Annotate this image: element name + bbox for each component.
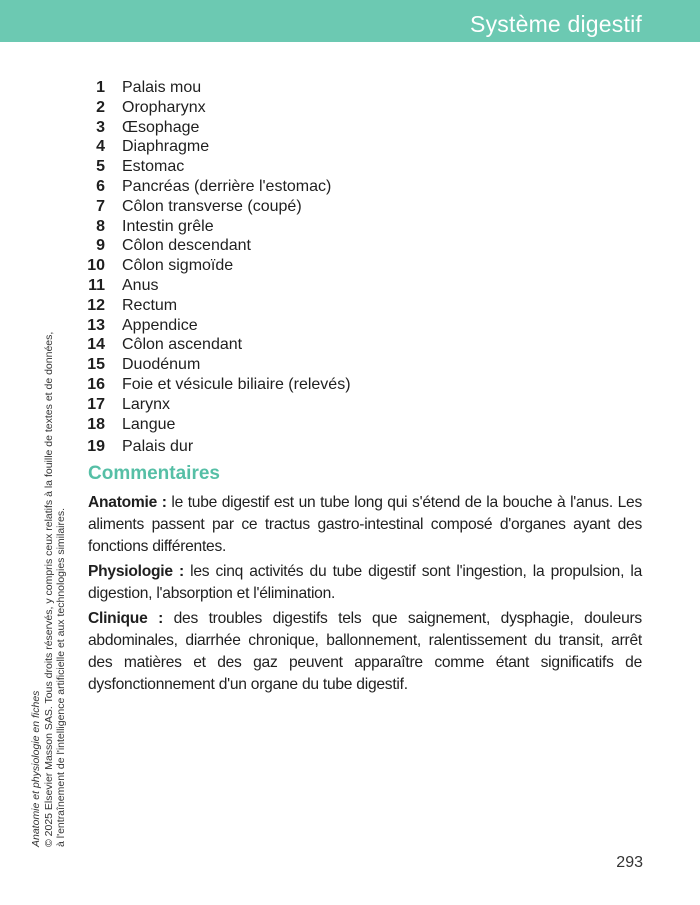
legend-number: 19 [87, 437, 105, 455]
legend-label: Œsophage [122, 118, 200, 136]
legend-label: Foie et vésicule biliaire (relevés) [122, 375, 351, 393]
physiologie-label: Physiologie : [88, 563, 184, 580]
legend-label: Pancréas (derrière l'estomac) [122, 177, 332, 195]
clinique-paragraph [88, 608, 642, 696]
legend-label: Côlon ascendant [122, 336, 243, 354]
legend-label: Côlon descendant [122, 237, 251, 255]
legend-number: 4 [96, 138, 105, 156]
legend-item [84, 415, 351, 435]
physiologie-text: les cinq activités du tube digestif sont l'ingestion, la propulsion, la digestion, l'absorption et l'élimination. [88, 563, 642, 602]
legend-item [84, 98, 351, 118]
legend-list [84, 78, 351, 457]
legend-label: Estomac [122, 158, 185, 176]
legend-item [84, 276, 351, 296]
legend-number: 1 [96, 79, 105, 96]
legend-number: 14 [87, 336, 105, 354]
legend-number: 7 [96, 197, 105, 215]
legend-label: Palais mou [122, 79, 202, 96]
anatomie-paragraph [88, 492, 642, 558]
legend-number: 8 [96, 217, 105, 235]
legend-item [84, 137, 351, 157]
clinique-label: Clinique : [88, 610, 164, 627]
copyright-line: à l'entraînement de l'intelligence artificielle et aux technologies similaires. [55, 507, 68, 847]
physiologie-paragraph [88, 561, 642, 605]
legend-item [84, 437, 351, 457]
legend-number: 18 [87, 415, 105, 433]
legend-label: Duodénum [122, 356, 201, 374]
legend-item [84, 375, 351, 395]
legend-number: 11 [88, 276, 105, 294]
legend-item [84, 355, 351, 375]
legend-item [84, 157, 351, 177]
legend-item [84, 78, 351, 98]
page-number: 293 [616, 854, 643, 871]
legend-number: 13 [87, 316, 105, 334]
legend-label: Langue [122, 415, 176, 433]
legend-label: Anus [122, 276, 159, 294]
legend-label: Côlon sigmoïde [122, 257, 234, 275]
legend-item [84, 197, 351, 217]
legend-item [84, 296, 351, 316]
legend-number: 12 [87, 296, 105, 314]
legend-item [84, 256, 351, 276]
clinique-text: des troubles digestifs tels que saignement, dysphagie, douleurs abdominales, diarrhée chronique, ballonnement, ralentissement du transit, arrêt des matières et des gaz peuvent apparaître comme étant significatifs de dysfonctionnement d'un organe du tube digestif. [88, 610, 642, 693]
section-heading: Commentaires [88, 463, 220, 484]
legend-number: 2 [96, 98, 105, 116]
legend-number: 15 [87, 356, 105, 374]
legend-number: 3 [96, 118, 105, 136]
legend-label: Appendice [122, 316, 198, 334]
legend-number: 10 [87, 257, 105, 275]
legend-label: Rectum [122, 296, 178, 314]
anatomie-text: le tube digestif est un tube long qui s'étend de la bouche à l'anus. Les aliments passent par ce tractus gastro-intestinal composé d'organes ayant des fonctions différentes. [88, 494, 643, 555]
legend-item [84, 316, 351, 336]
legend-item [84, 217, 351, 237]
legend-item [84, 335, 351, 355]
page-title: Système digestif [470, 11, 642, 37]
legend-label: Larynx [122, 395, 171, 413]
book-title: Anatomie et physiologie en fiches [30, 690, 42, 847]
legend-item [84, 177, 351, 197]
legend-number: 6 [96, 177, 105, 195]
legend-label: Diaphragme [122, 138, 210, 156]
legend-label: Côlon transverse (coupé) [122, 197, 302, 215]
legend-item [84, 395, 351, 415]
legend-number: 17 [87, 395, 105, 413]
legend-label: Oropharynx [122, 98, 206, 116]
legend-number: 16 [87, 375, 105, 393]
legend-label: Palais dur [122, 437, 194, 455]
legend-label: Intestin grêle [122, 217, 214, 235]
legend-item [84, 118, 351, 138]
anatomie-label: Anatomie : [88, 494, 167, 511]
legend-number: 9 [96, 237, 105, 255]
legend-number: 5 [96, 158, 105, 176]
header-bar [0, 0, 700, 42]
copyright-line: © 2025 Elsevier Masson SAS. Tous droits réservés, y compris ceux relatifs à la fouille de textes et de données, [42, 331, 55, 847]
legend-item [84, 236, 351, 256]
copyright-notice [30, 332, 68, 847]
